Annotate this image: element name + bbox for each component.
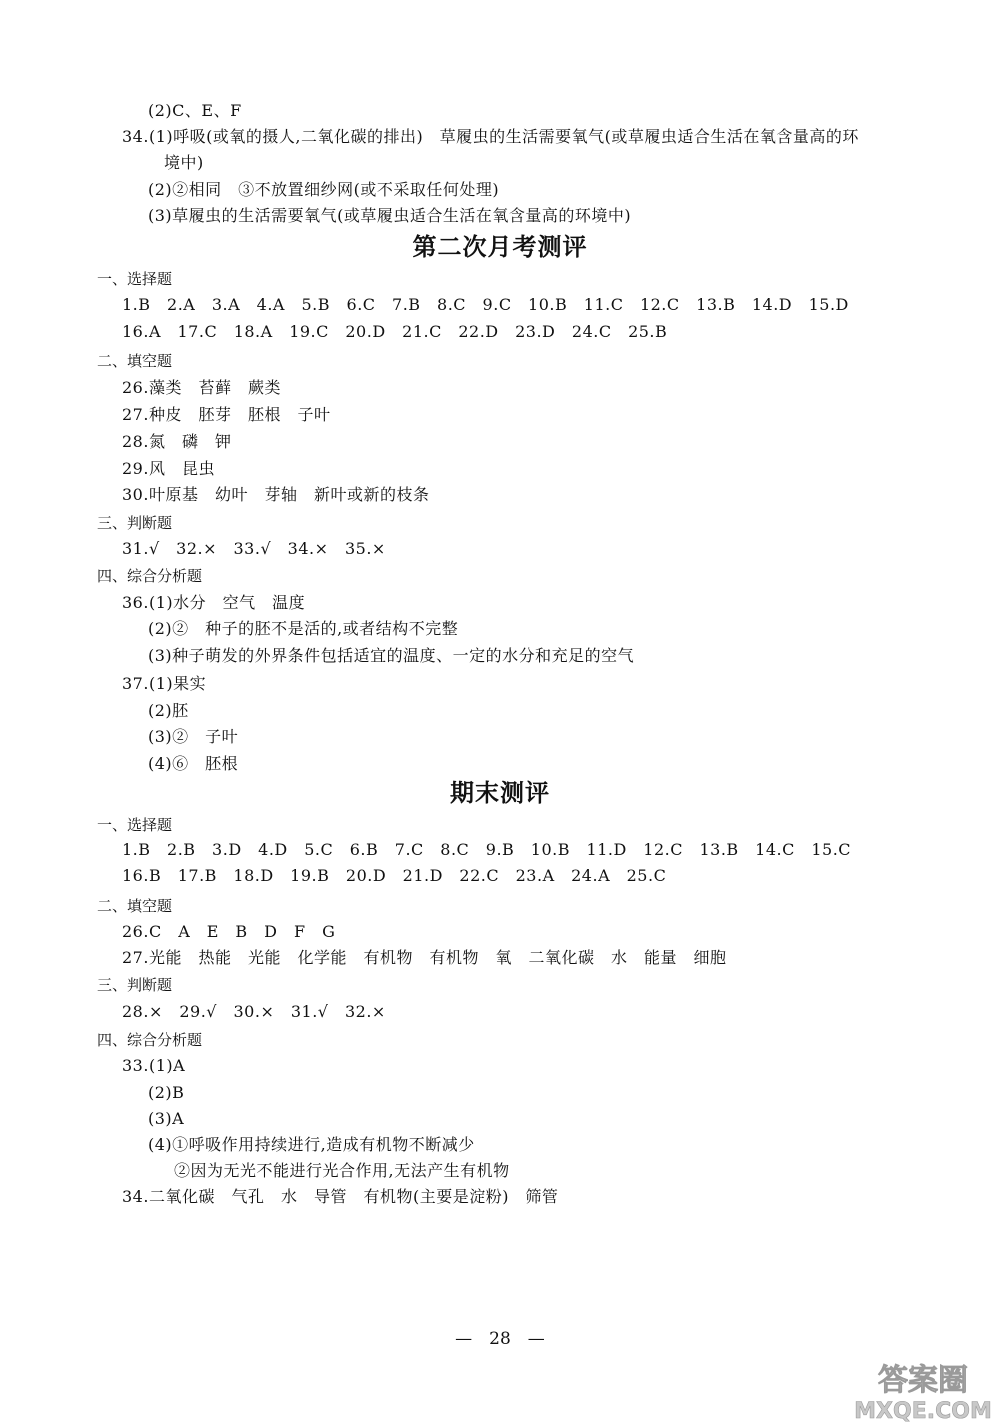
answer-line: (2)②相同 ③不放置细纱网(或不采取任何处理): [148, 180, 500, 199]
answer-line: 33.(1)A: [122, 1056, 186, 1075]
answer-line: 16.B 17.B 18.D 19.B 20.D 21.D 22.C 23.A 24.A 25.C: [122, 866, 667, 885]
answer-line: (4)①呼吸作用持续进行,造成有机物不断减少: [148, 1135, 475, 1154]
answer-line: 境中): [164, 153, 204, 172]
page-number: — 28 —: [455, 1329, 545, 1349]
section-heading: 三、判断题: [97, 976, 173, 994]
answer-line: 30.叶原基 幼叶 芽轴 新叶或新的枝条: [122, 485, 430, 504]
answer-line: (3)草履虫的生活需要氧气(或草履虫适合生活在氧含量高的环境中): [148, 206, 632, 225]
watermark-top-text: 答案圈: [878, 1363, 968, 1398]
section-heading: 二、填空题: [97, 897, 173, 915]
answer-line: 26.藻类 苔藓 蕨类: [122, 378, 281, 397]
section-heading: 一、选择题: [97, 270, 173, 288]
watermark-logo: [848, 1360, 998, 1422]
answer-line: 36.(1)水分 空气 温度: [122, 593, 306, 612]
answer-line: (2)C、E、F: [148, 101, 242, 120]
answer-line: (3)种子萌发的外界条件包括适宜的温度、一定的水分和充足的空气: [148, 646, 635, 665]
answer-line: 34.(1)呼吸(或氧的摄人,二氧化碳的排出) 草履虫的生活需要氧气(或草履虫适合生活在氧含量高的环: [122, 127, 859, 146]
section-heading: 二、填空题: [97, 352, 173, 370]
answer-line: ②因为无光不能进行光合作用,无法产生有机物: [174, 1161, 510, 1180]
section-title-final-exam: 期末测评: [450, 779, 550, 807]
answer-line: (4)⑥ 胚根: [148, 754, 239, 773]
answer-line: 28.× 29.√ 30.× 31.√ 32.×: [122, 1002, 386, 1021]
answer-line: (2)② 种子的胚不是活的,或者结构不完整: [148, 619, 459, 638]
answer-line: (2)B: [148, 1083, 185, 1102]
answer-line: 29.风 昆虫: [122, 459, 215, 478]
answer-line: (3)A: [148, 1109, 185, 1128]
section-heading: 四、综合分析题: [97, 567, 203, 585]
answer-line: 27.光能 热能 光能 化学能 有机物 有机物 氧 二氧化碳 水 能量 细胞: [122, 948, 727, 967]
watermark-bottom-text: MXQE.COM: [854, 1399, 992, 1422]
answer-line: 28.氮 磷 钾: [122, 432, 232, 451]
section-title-second-exam: 第二次月考测评: [412, 233, 588, 261]
answer-line: 27.种皮 胚芽 胚根 子叶: [122, 405, 331, 424]
answer-line: 26.C A E B D F G: [122, 922, 336, 941]
answer-line: 1.B 2.A 3.A 4.A 5.B 6.C 7.B 8.C 9.C 10.B 11.C 12.C 13.B 14.D 15.D: [122, 295, 849, 314]
answer-line: 16.A 17.C 18.A 19.C 20.D 21.C 22.D 23.D 24.C 25.B: [122, 322, 668, 341]
answer-line: 1.B 2.B 3.D 4.D 5.C 6.B 7.C 8.C 9.B 10.B 11.D 12.C 13.B 14.C 15.C: [122, 840, 852, 859]
answer-line: 37.(1)果实: [122, 674, 207, 693]
section-heading: 一、选择题: [97, 816, 173, 834]
section-heading: 三、判断题: [97, 514, 173, 532]
answer-line: 31.√ 32.× 33.√ 34.× 35.×: [122, 539, 386, 558]
answer-line: (3)② 子叶: [148, 727, 239, 746]
answer-line: 34.二氧化碳 气孔 水 导管 有机物(主要是淀粉) 筛管: [122, 1187, 559, 1206]
answer-line: (2)胚: [148, 701, 189, 720]
section-heading: 四、综合分析题: [97, 1031, 203, 1049]
